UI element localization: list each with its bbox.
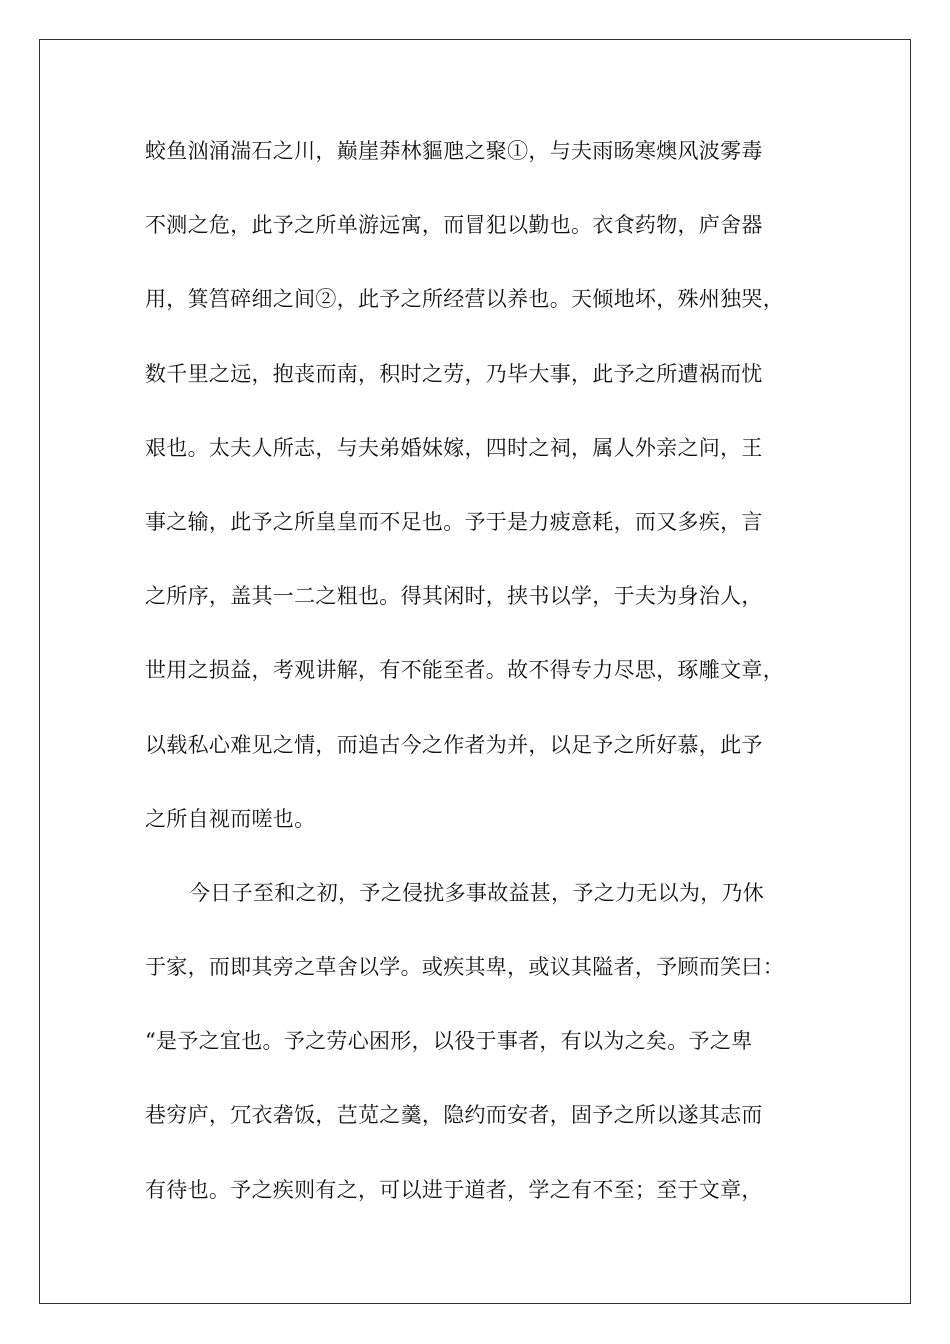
text-line: 不测之危，此予之所单游远寓，而冒犯以勤也。衣食药物，庐舍器 — [145, 213, 763, 238]
text-line: 以载私心难见之情，而追古今之作者为并，以足予之所好慕，此予 — [145, 732, 763, 757]
paragraph-start-line: 今日子至和之初，予之侵扰多事故益甚，予之力无以为，乃休 — [189, 880, 765, 905]
text-line: 艰也。太夫人所志，与夫弟婚妹嫁，四时之祠，属人外亲之问，王 — [145, 435, 763, 460]
text-line: 于家，而即其旁之草舍以学。或疾其卑，或议其隘者，予顾而笑曰： — [145, 955, 784, 980]
text-line: 数千里之远，抱丧而南，积时之劳，乃毕大事，此予之所遭祸而忧 — [145, 361, 763, 386]
text-line: 世用之损益，考观讲解，有不能至者。故不得专力尽思，琢雕文章， — [145, 658, 784, 683]
text-line: 事之输，此予之所皇皇而不足也。予于是力疲意耗，而又多疾，言 — [145, 509, 763, 534]
text-line: 用，箕筥碎细之间②，此予之所经营以养也。天倾地坏，殊州独哭， — [145, 287, 784, 312]
text-line: 蛟鱼汹涌湍石之川，巅崖莽林貙虺之聚①，与夫雨旸寒燠风波雾毒 — [145, 139, 763, 163]
document-body — [145, 128, 810, 1241]
text-line: 之所序，盖其一二之粗也。得其闲时，挟书以学，于夫为身治人， — [145, 584, 763, 609]
text-line: “是予之宜也。予之劳心困形，以役于事者，有以为之矣。予之卑 — [145, 1029, 753, 1054]
text-line: 之所自视而嗟也。 — [145, 806, 316, 831]
text-line: 有待也。予之疾则有之，可以进于道者，学之有不至；至于文章， — [145, 1177, 763, 1202]
text-line: 巷穷庐，冗衣砻饭，芑苋之羹，隐约而安者，固予之所以遂其志而 — [145, 1103, 763, 1128]
